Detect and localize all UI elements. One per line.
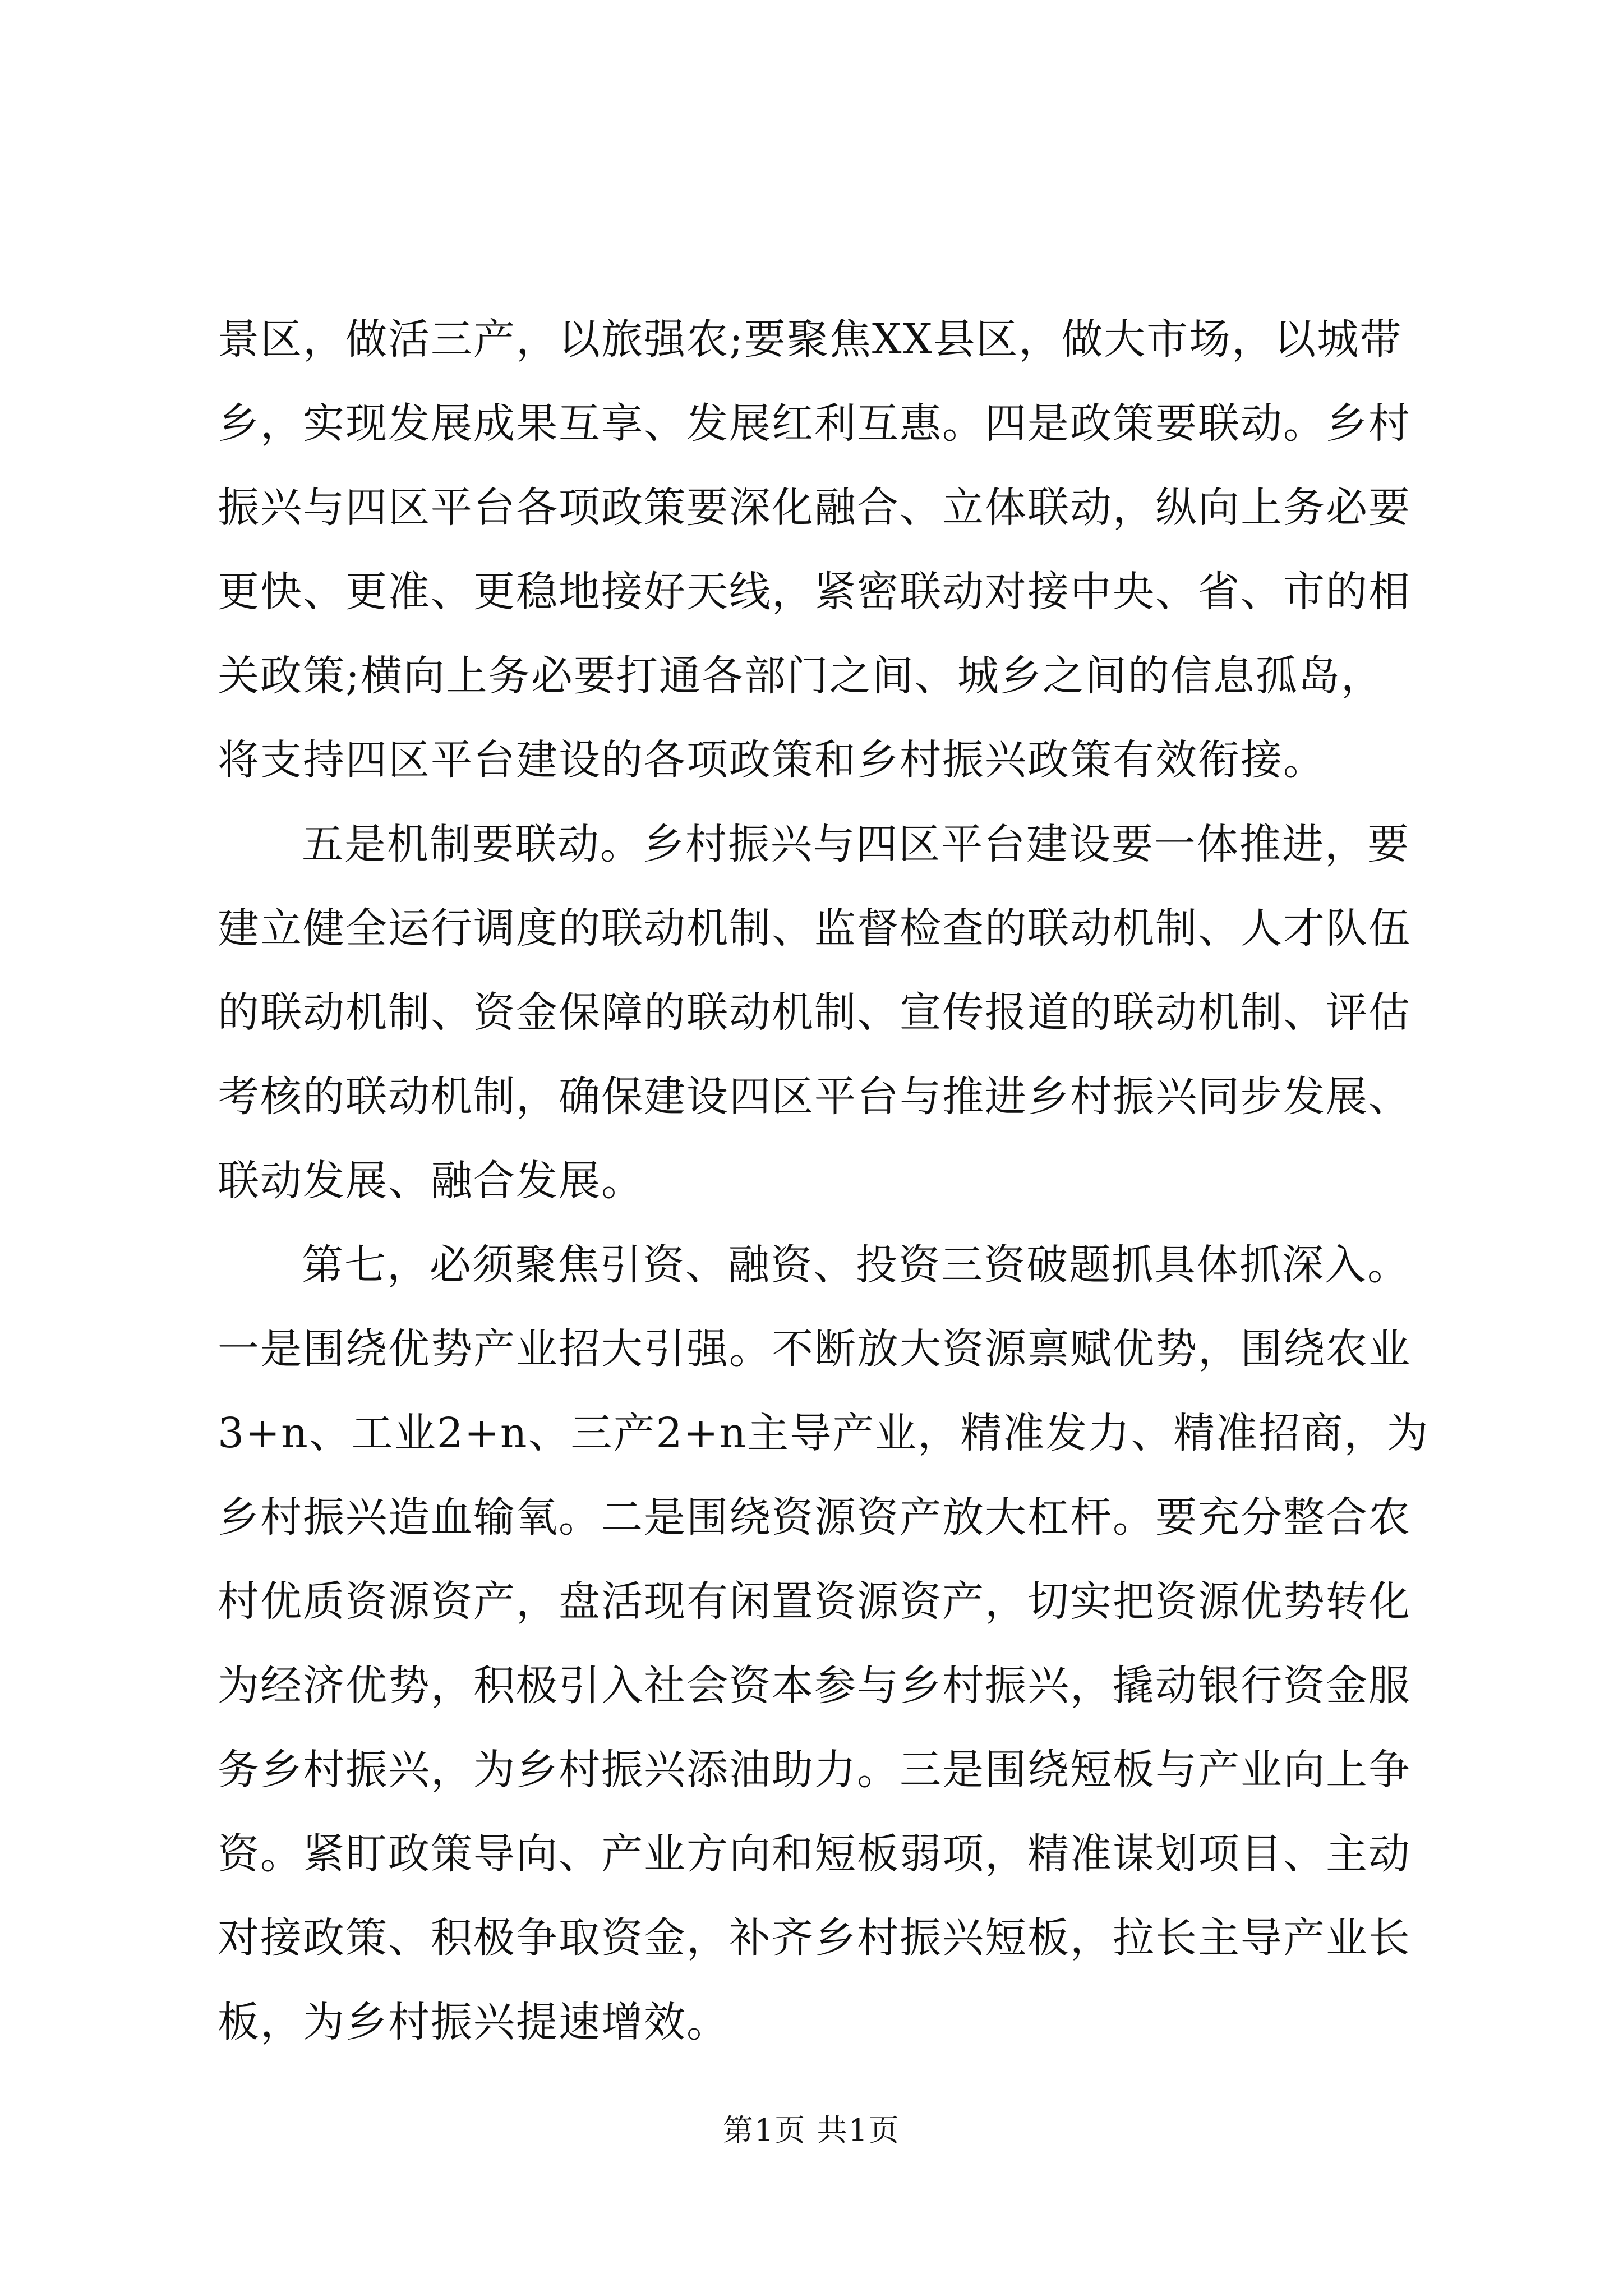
text-line: 3+n、工业2+n、三产2+n主导产业，精准发力、精准招商，为 bbox=[218, 1409, 1430, 1457]
paragraph-2 bbox=[218, 802, 1423, 1223]
text-line: 乡，实现发展成果互享、发展红利互惠。四是政策要联动。乡村 bbox=[218, 399, 1411, 448]
text-line: 五是机制要联动。乡村振兴与四区平台建设要一体推进，要 bbox=[302, 820, 1410, 868]
text-line: 将支持四区平台建设的各项政策和乡村振兴政策有效衔接。 bbox=[218, 736, 1326, 784]
text-line: 一是围绕优势产业招大引强。不断放大资源禀赋优势，围绕农业 bbox=[218, 1325, 1411, 1373]
text-line: 为经济优势，积极引入社会资本参与乡村振兴，撬动银行资金服 bbox=[218, 1662, 1411, 1710]
text-line: 联动发展、融合发展。 bbox=[218, 1157, 644, 1205]
text-line: 振兴与四区平台各项政策要深化融合、立体联动，纵向上务必要 bbox=[218, 484, 1411, 532]
text-line: 考核的联动机制，确保建设四区平台与推进乡村振兴同步发展、 bbox=[218, 1073, 1411, 1121]
text-line: 的联动机制、资金保障的联动机制、宣传报道的联动机制、评估 bbox=[218, 988, 1411, 1037]
document-body bbox=[218, 297, 1430, 2064]
text-line: 更快、更准、更稳地接好天线，紧密联动对接中央、省、市的相 bbox=[218, 568, 1411, 616]
text-line: 第七，必须聚焦引资、融资、投资三资破题抓具体抓深入。 bbox=[302, 1241, 1410, 1289]
text-line: 务乡村振兴，为乡村振兴添油助力。三是围绕短板与产业向上争 bbox=[218, 1746, 1411, 1794]
text-line: 资。紧盯政策导向、产业方向和短板弱项，精准谋划项目、主动 bbox=[218, 1830, 1411, 1878]
text-line: 村优质资源资产，盘活现有闲置资源资产，切实把资源优势转化 bbox=[218, 1577, 1411, 1626]
text-line: 建立健全运行调度的联动机制、监督检查的联动机制、人才队伍 bbox=[218, 904, 1411, 953]
page-footer: 第1页 共1页 bbox=[723, 2113, 900, 2148]
text-line: 景区，做活三产，以旅强农;要聚焦XX县区，做大市场，以城带 bbox=[218, 315, 1403, 364]
text-line: 乡村振兴造血输氧。二是围绕资源资产放大杠杆。要充分整合农 bbox=[218, 1493, 1411, 1542]
paragraph-1 bbox=[218, 297, 1423, 802]
text-line: 对接政策、积极争取资金，补齐乡村振兴短板，拉长主导产业长 bbox=[218, 1914, 1411, 1962]
text-line: 板，为乡村振兴提速增效。 bbox=[218, 1998, 729, 2046]
paragraph-3 bbox=[218, 1223, 1430, 2064]
text-line: 关政策;横向上务必要打通各部门之间、城乡之间的信息孤岛， bbox=[218, 652, 1384, 700]
